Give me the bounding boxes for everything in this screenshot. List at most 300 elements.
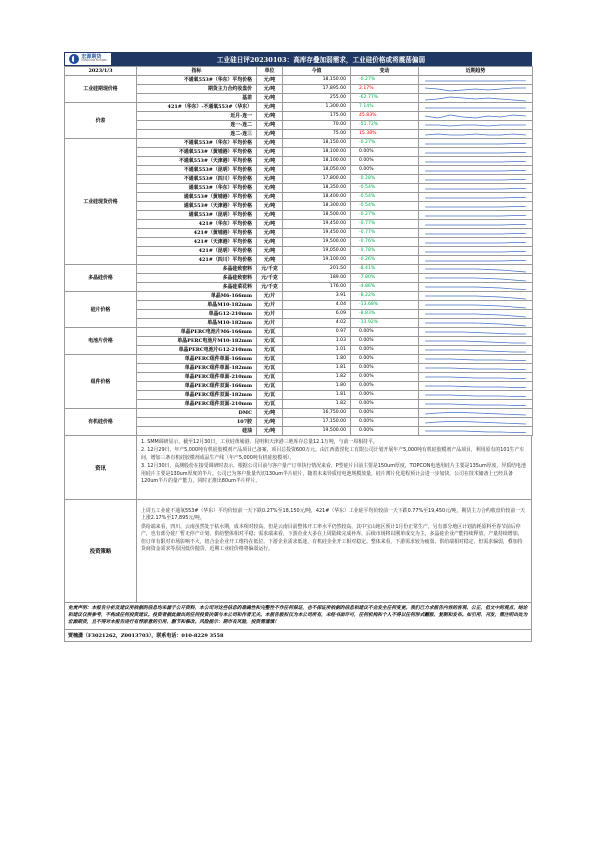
unit-cell: 元/吨 bbox=[257, 229, 283, 238]
unit-cell: 元/瓦 bbox=[257, 382, 283, 391]
indicator-cell: 单晶PERC组件双面-182mm bbox=[137, 391, 257, 400]
trend-sparkline bbox=[419, 121, 533, 130]
category-cell: 组件价格 bbox=[65, 355, 137, 409]
price-cell: 19,050.00 bbox=[283, 247, 351, 256]
advice-item: 上周五工业硅不通氧553#（华东）平均价较前一天下跌0.27%至18,150元/吨，421#（华东）工业硅平均价较前一天下跌0.77%至19,450元/吨，期货主力合约收盘价较前一天上涨2.17%至17,895元/吨。 bbox=[141, 508, 526, 522]
company-logo bbox=[65, 53, 111, 65]
price-cell: 189.00 bbox=[283, 274, 351, 283]
price-cell: 1,300.00 bbox=[283, 103, 351, 112]
trend-sparkline bbox=[419, 247, 533, 256]
table-row bbox=[65, 139, 533, 148]
unit-cell: 元/片 bbox=[257, 301, 283, 310]
trend-sparkline bbox=[419, 283, 533, 292]
trend-sparkline bbox=[419, 364, 533, 373]
logo-mark-icon bbox=[69, 54, 79, 64]
change-cell: -0.26% bbox=[351, 256, 419, 265]
unit-cell: 元/片 bbox=[257, 319, 283, 328]
change-cell: 0.00% bbox=[351, 328, 419, 337]
trend-sparkline bbox=[419, 274, 533, 283]
sparkline-line bbox=[425, 278, 526, 281]
unit-cell: 元/吨 bbox=[257, 220, 283, 229]
price-cell: 18,500.00 bbox=[283, 211, 351, 220]
change-cell: 0.00% bbox=[351, 382, 419, 391]
report-header bbox=[64, 52, 532, 66]
trend-sparkline bbox=[419, 220, 533, 229]
indicator-cell: 不通氧553#（昆明）平均价格 bbox=[137, 166, 257, 175]
trend-sparkline bbox=[419, 292, 533, 301]
change-cell: -0.54% bbox=[351, 193, 419, 202]
sparkline-svg bbox=[419, 148, 532, 156]
trend-sparkline bbox=[419, 373, 533, 382]
trend-sparkline bbox=[419, 229, 533, 238]
sparkline-line bbox=[425, 377, 526, 379]
unit-cell: 元/瓦 bbox=[257, 337, 283, 346]
trend-sparkline bbox=[419, 256, 533, 265]
sparkline-svg bbox=[419, 292, 532, 300]
price-cell: 1.81 bbox=[283, 364, 351, 373]
change-cell: -51.72% bbox=[351, 121, 419, 130]
news-item: 2. 12月29日，年产5,000吨有机硅胶模剂产品项目已备案，项目总投资600万元。由江西蓝滢化工有限公司计划开展年产5,000吨有机硅胶模剂产品项目，利用原有的101生产车间，增加三条有机硅胶模剂成品生产线（年产5,000吨有机硅胶模剂）。 bbox=[141, 447, 525, 461]
price-cell: 1.82 bbox=[283, 400, 351, 409]
indicator-cell: 不通氧553#（天津港）平均价格 bbox=[137, 157, 257, 166]
category-cell: 硅片价格 bbox=[65, 292, 137, 328]
sparkline-line bbox=[425, 134, 526, 135]
change-cell: -0.54% bbox=[351, 184, 419, 193]
sparkline-line bbox=[425, 115, 526, 118]
indicator-cell: 不通氧553#（黄埔港）平均价格 bbox=[137, 148, 257, 157]
change-cell: 15.38% bbox=[351, 130, 419, 139]
sparkline-line bbox=[425, 305, 526, 308]
unit-cell: 元/片 bbox=[257, 292, 283, 301]
sparkline-svg bbox=[419, 265, 532, 273]
indicator-cell: 107胶 bbox=[137, 418, 257, 427]
price-cell: 18,400.00 bbox=[283, 193, 351, 202]
price-cell: 0.97 bbox=[283, 328, 351, 337]
indicator-cell: 单晶M10-182mm bbox=[137, 301, 257, 310]
trend-sparkline bbox=[419, 130, 533, 139]
sparkline-line bbox=[425, 314, 526, 317]
price-cell: 1.03 bbox=[283, 337, 351, 346]
indicator-cell: 单晶PERC组件单面-166mm bbox=[137, 355, 257, 364]
price-cell: 18,300.00 bbox=[283, 202, 351, 211]
advice-item: 供给端来看，四川、云南虽然处于枯水期，成本相对较高，但是云南目前整体开工率水平仍然较高，其中宝山地区预计1月份正常生产，另有部分地区计划消耗原料至春节前后停产，也有部分硅厂暂无停产计划，供给整体相对平稳；需求端来看，下游企业大多在上周陆续完成补库，后续市场将以刚单成交为主，多晶硅企业产能持续释放，产量持续增加，但订单有限对市场影响不大，铝合金企业开工维持在低位，下游企业需求低迷，有机硅企业开工相对稳定。整体来看，下游需求较为疲弱，供给端相对稳定，但需求偏弱，叠加持货商资金需求等原因低价抛货，近期工业硅价格将偏弱运行。 bbox=[141, 523, 523, 553]
sparkline-svg bbox=[419, 418, 532, 426]
price-cell: 17,895.00 bbox=[283, 85, 351, 94]
change-cell: -0.76% bbox=[351, 238, 419, 247]
change-cell: 7.14% bbox=[351, 103, 419, 112]
price-cell: 1.81 bbox=[283, 391, 351, 400]
table-row bbox=[65, 103, 533, 112]
price-cell: 176.00 bbox=[283, 283, 351, 292]
change-cell: -0.77% bbox=[351, 229, 419, 238]
price-cell: 19,100.00 bbox=[283, 256, 351, 265]
trend-sparkline bbox=[419, 148, 533, 157]
unit-cell: 元/吨 bbox=[257, 256, 283, 265]
price-cell: 4.02 bbox=[283, 319, 351, 328]
sparkline-svg bbox=[419, 328, 532, 336]
date-header: 2023/1/3 bbox=[65, 67, 137, 76]
price-cell: 1.82 bbox=[283, 373, 351, 382]
indicator-cell: 通氧553#（黄埔港）平均价格 bbox=[137, 193, 257, 202]
indicator-cell: 单晶PERC电池片M6-166mm bbox=[137, 328, 257, 337]
table-row bbox=[65, 409, 533, 418]
sparkline-line bbox=[425, 332, 526, 334]
category-cell: 电池片价格 bbox=[65, 328, 137, 355]
trend-sparkline bbox=[419, 427, 533, 436]
change-cell: -0.27% bbox=[351, 139, 419, 148]
unit-cell: 元/瓦 bbox=[257, 355, 283, 364]
sparkline-svg bbox=[419, 391, 532, 399]
change-cell: 0.00% bbox=[351, 337, 419, 346]
trend-sparkline bbox=[419, 391, 533, 400]
indicator-cell: 硅油 bbox=[137, 427, 257, 436]
trend-sparkline bbox=[419, 112, 533, 121]
sparkline-svg bbox=[419, 76, 532, 84]
indicator-cell: 通氧553#（华东）平均价格 bbox=[137, 184, 257, 193]
sparkline-svg bbox=[419, 211, 532, 219]
price-cell: 1.80 bbox=[283, 355, 351, 364]
sparkline-svg bbox=[419, 229, 532, 237]
trend-sparkline bbox=[419, 328, 533, 337]
trend-sparkline bbox=[419, 202, 533, 211]
sparkline-svg bbox=[419, 310, 532, 318]
sparkline-svg bbox=[419, 256, 532, 264]
indicator-header: 指标 bbox=[137, 67, 257, 76]
sparkline-svg bbox=[419, 301, 532, 309]
unit-cell: 元/吨 bbox=[257, 85, 283, 94]
change-cell: 0.00% bbox=[351, 418, 419, 427]
change-cell: 0.00% bbox=[351, 427, 419, 436]
unit-cell: 元/吨 bbox=[257, 94, 283, 103]
change-cell: 0.00% bbox=[351, 157, 419, 166]
sparkline-svg bbox=[419, 337, 532, 345]
sparkline-line bbox=[425, 404, 526, 406]
change-cell: 0.00% bbox=[351, 400, 419, 409]
price-cell: 19,500.00 bbox=[283, 238, 351, 247]
change-cell: -8.41% bbox=[351, 265, 419, 274]
table-row bbox=[65, 355, 533, 364]
sparkline-svg bbox=[419, 85, 532, 93]
change-cell: -0.28% bbox=[351, 175, 419, 184]
sparkline-svg bbox=[419, 382, 532, 390]
change-cell: -0.77% bbox=[351, 220, 419, 229]
price-cell: 18,100.00 bbox=[283, 148, 351, 157]
unit-cell: 元/吨 bbox=[257, 409, 283, 418]
sparkline-line bbox=[425, 269, 526, 272]
indicator-cell: 基差 bbox=[137, 94, 257, 103]
indicator-cell: 单晶PERC组件单面-182mm bbox=[137, 364, 257, 373]
sparkline-svg bbox=[419, 139, 532, 147]
indicator-cell: 通氧553#（天津港）平均价格 bbox=[137, 202, 257, 211]
change-cell: 0.00% bbox=[351, 346, 419, 355]
trend-sparkline bbox=[419, 139, 533, 148]
price-cell: 18,150.00 bbox=[283, 139, 351, 148]
trend-sparkline bbox=[419, 103, 533, 112]
indicator-cell: 单晶M6-166mm bbox=[137, 292, 257, 301]
table-row bbox=[65, 76, 533, 85]
category-cell: 工业硅现货价格 bbox=[65, 139, 137, 265]
trend-sparkline bbox=[419, 346, 533, 355]
category-cell: 价差 bbox=[65, 103, 137, 139]
sparkline-svg bbox=[419, 409, 532, 417]
indicator-cell: 多晶硅致密料 bbox=[137, 265, 257, 274]
unit-cell: 元/吨 bbox=[257, 148, 283, 157]
sparkline-line bbox=[425, 431, 526, 433]
sparkline-svg bbox=[419, 184, 532, 192]
sparkline-svg bbox=[419, 166, 532, 174]
unit-cell: 元/吨 bbox=[257, 427, 283, 436]
news-label: 资讯 bbox=[65, 436, 137, 499]
sparkline-svg bbox=[419, 247, 532, 255]
unit-cell: 元/吨 bbox=[257, 130, 283, 139]
change-header: 变动 bbox=[351, 67, 419, 76]
category-cell: 工业硅期现价格 bbox=[65, 76, 137, 103]
unit-cell: 元/片 bbox=[257, 310, 283, 319]
trend-sparkline bbox=[419, 76, 533, 85]
sparkline-line bbox=[425, 97, 526, 101]
indicator-cell: 单晶PERC组件双面-210mm bbox=[137, 400, 257, 409]
unit-cell: 元/吨 bbox=[257, 166, 283, 175]
analyst-contact: 贾楠潇（F3021262，Z0013703），联系电话：010-8229 3558 bbox=[64, 630, 532, 642]
price-cell: 16,750.00 bbox=[283, 409, 351, 418]
trend-sparkline bbox=[419, 184, 533, 193]
price-cell: 175.00 bbox=[283, 112, 351, 121]
price-cell: 19,500.00 bbox=[283, 427, 351, 436]
unit-cell: 元/瓦 bbox=[257, 391, 283, 400]
price-cell: 75.00 bbox=[283, 130, 351, 139]
trend-sparkline bbox=[419, 418, 533, 427]
unit-cell: 元/瓦 bbox=[257, 373, 283, 382]
sparkline-svg bbox=[419, 283, 532, 291]
table-header-row bbox=[65, 67, 533, 76]
trend-sparkline bbox=[419, 337, 533, 346]
sparkline-line bbox=[425, 323, 526, 326]
indicator-cell: 近月-连一 bbox=[137, 112, 257, 121]
change-cell: -8.22% bbox=[351, 292, 419, 301]
price-cell: 1.01 bbox=[283, 346, 351, 355]
unit-cell: 元/瓦 bbox=[257, 400, 283, 409]
change-cell: -0.78% bbox=[351, 247, 419, 256]
advice-label: 投资策略 bbox=[65, 500, 137, 602]
sparkline-line bbox=[425, 368, 526, 370]
price-cell: 255.00 bbox=[283, 94, 351, 103]
trend-sparkline bbox=[419, 400, 533, 409]
trend-sparkline bbox=[419, 265, 533, 274]
change-cell: -0.27% bbox=[351, 211, 419, 220]
unit-cell: 元/吨 bbox=[257, 247, 283, 256]
indicator-cell: 多晶硅菜花料 bbox=[137, 283, 257, 292]
indicator-cell: 421#（四川）平均价格 bbox=[137, 256, 257, 265]
change-cell: -13.92% bbox=[351, 319, 419, 328]
sparkline-line bbox=[425, 341, 526, 343]
price-cell: 18,100.00 bbox=[283, 157, 351, 166]
sparkline-svg bbox=[419, 220, 532, 228]
price-cell: 18,150.00 bbox=[283, 76, 351, 85]
sparkline-line bbox=[425, 88, 526, 91]
trend-sparkline bbox=[419, 85, 533, 94]
unit-cell: 元/吨 bbox=[257, 238, 283, 247]
table-row bbox=[65, 328, 533, 337]
indicator-cell: 421#（华东）-不通氧553#（华东） bbox=[137, 103, 257, 112]
trend-sparkline bbox=[419, 301, 533, 310]
indicator-cell: 通氧553#（昆明）平均价格 bbox=[137, 211, 257, 220]
price-header: 今值 bbox=[283, 67, 351, 76]
indicator-cell: 单晶PERC电池片G12-210mm bbox=[137, 346, 257, 355]
change-cell: 45.83% bbox=[351, 112, 419, 121]
sparkline-svg bbox=[419, 175, 532, 183]
trend-sparkline bbox=[419, 157, 533, 166]
indicator-cell: 421#（华东）平均价格 bbox=[137, 220, 257, 229]
sparkline-svg bbox=[419, 112, 532, 120]
price-cell: 17,150.00 bbox=[283, 418, 351, 427]
unit-cell: 元/吨 bbox=[257, 202, 283, 211]
trend-sparkline bbox=[419, 319, 533, 328]
trend-header: 近期趋势 bbox=[419, 67, 533, 76]
sparkline-line bbox=[425, 350, 526, 352]
price-table bbox=[64, 66, 533, 436]
change-cell: -62.77% bbox=[351, 94, 419, 103]
indicator-cell: 单晶PERC组件双面-166mm bbox=[137, 382, 257, 391]
price-cell: 17,800.00 bbox=[283, 175, 351, 184]
sparkline-line bbox=[425, 422, 526, 425]
indicator-cell: 421#（昆明）平均价格 bbox=[137, 247, 257, 256]
sparkline-svg bbox=[419, 157, 532, 165]
unit-cell: 元/千克 bbox=[257, 274, 283, 283]
unit-cell: 元/吨 bbox=[257, 112, 283, 121]
trend-sparkline bbox=[419, 355, 533, 364]
unit-cell: 元/吨 bbox=[257, 103, 283, 112]
price-cell: 6.09 bbox=[283, 310, 351, 319]
sparkline-line bbox=[425, 395, 526, 397]
news-item: 3. 12月30日，高测股份在接受调研时表示，根据公司目前与客户量产订单执行情况来看，P型硅片目前主要是150um厚度，TOPCON电池用硅片主要是135um厚度，异质结电池用硅片主要是130um厚度的半片。公司已为客户批量代切130um半片硅片，随着未来异质结电池规模放量，硅片薄片化进程预计会进一步加快，公司在技术储备上已经具备120um半片的量产能力，同时正推出80um半片样片。 bbox=[141, 463, 526, 485]
sparkline-line bbox=[425, 386, 526, 388]
unit-cell: 元/吨 bbox=[257, 139, 283, 148]
change-cell: -0.27% bbox=[351, 76, 419, 85]
change-cell: 0.00% bbox=[351, 355, 419, 364]
indicator-cell: 连一-连二 bbox=[137, 121, 257, 130]
unit-cell: 元/瓦 bbox=[257, 364, 283, 373]
report-sheet bbox=[64, 52, 532, 642]
report-title: 工业硅日评20230103：高库存叠加弱需求，工业硅价格或将震荡偏弱 bbox=[111, 53, 531, 65]
price-cell: 19,450.00 bbox=[283, 220, 351, 229]
unit-cell: 元/吨 bbox=[257, 184, 283, 193]
indicator-cell: 不通氧553#（四川）平均价格 bbox=[137, 175, 257, 184]
unit-cell: 元/吨 bbox=[257, 121, 283, 130]
unit-cell: 元/千克 bbox=[257, 283, 283, 292]
indicator-cell: 单晶G12-210mm bbox=[137, 310, 257, 319]
sparkline-svg bbox=[419, 346, 532, 354]
price-cell: 70.00 bbox=[283, 121, 351, 130]
trend-sparkline bbox=[419, 238, 533, 247]
sparkline-svg bbox=[419, 103, 532, 111]
sparkline-svg bbox=[419, 202, 532, 210]
sparkline-line bbox=[425, 413, 526, 416]
unit-cell: 元/吨 bbox=[257, 157, 283, 166]
sparkline-line bbox=[425, 125, 526, 126]
trend-sparkline bbox=[419, 409, 533, 418]
indicator-cell: 421#（黄埔港）平均价格 bbox=[137, 229, 257, 238]
indicator-cell: 单晶M10-182mm bbox=[137, 319, 257, 328]
sparkline-svg bbox=[419, 364, 532, 372]
price-cell: 19,450.00 bbox=[283, 229, 351, 238]
sparkline-svg bbox=[419, 427, 532, 435]
disclaimer: 免责声明：本报告分析及建议所依据的信息均来源于公开资料，本公司对这些信息的准确性和完整性不作任何保证，也不保证所依据的信息和建议不会发生任何变更。我们已力求报告内容的客观、公正，但文中的观点、结论和建议仅供参考，不构成任何投资建议。投资者据此做出的任何投资决策与本公司和作者无关。本报告版权仅为本公司所有，未经书面许可，任何机构和个人不得以任何形式翻版、复制和发布。如引用、刊发，需注明出处为宏源期货，且不得对本报告进行有悖原意的引用、删节和修改。风险提示：期市有风险，投资需谨慎！ bbox=[64, 603, 532, 630]
change-cell: -13.68% bbox=[351, 301, 419, 310]
category-cell: 有机硅价格 bbox=[65, 409, 137, 436]
change-cell: -0.54% bbox=[351, 202, 419, 211]
sparkline-svg bbox=[419, 94, 532, 102]
indicator-cell: 单晶PERC电池片M10-182mm bbox=[137, 337, 257, 346]
indicator-cell: 多晶硅致密料 bbox=[137, 274, 257, 283]
unit-cell: 元/千克 bbox=[257, 265, 283, 274]
news-section bbox=[64, 436, 532, 500]
unit-cell: 元/吨 bbox=[257, 193, 283, 202]
trend-sparkline bbox=[419, 211, 533, 220]
sparkline-line bbox=[425, 359, 526, 361]
advice-section bbox=[64, 500, 532, 603]
trend-sparkline bbox=[419, 175, 533, 184]
table-row bbox=[65, 292, 533, 301]
sparkline-line bbox=[425, 287, 526, 290]
advice-body bbox=[137, 500, 531, 602]
trend-sparkline bbox=[419, 310, 533, 319]
sparkline-svg bbox=[419, 121, 532, 129]
change-cell: -8.83% bbox=[351, 310, 419, 319]
indicator-cell: 连二-连三 bbox=[137, 130, 257, 139]
sparkline-svg bbox=[419, 373, 532, 381]
change-cell: 0.00% bbox=[351, 166, 419, 175]
news-body bbox=[137, 436, 531, 499]
sparkline-svg bbox=[419, 319, 532, 327]
trend-sparkline bbox=[419, 382, 533, 391]
unit-cell: 元/吨 bbox=[257, 418, 283, 427]
sparkline-svg bbox=[419, 355, 532, 363]
sparkline-line bbox=[425, 296, 526, 299]
change-cell: -4.86% bbox=[351, 283, 419, 292]
sparkline-svg bbox=[419, 274, 532, 282]
indicator-cell: 421#（天津港）平均价格 bbox=[137, 238, 257, 247]
logo-name: 宏源期货 bbox=[81, 54, 102, 61]
logo-sub: HONGYUAN FUTURES bbox=[81, 59, 107, 63]
sparkline-svg bbox=[419, 238, 532, 246]
change-cell: 2.17% bbox=[351, 85, 419, 94]
unit-cell: 元/瓦 bbox=[257, 328, 283, 337]
price-cell: 4.04 bbox=[283, 301, 351, 310]
trend-sparkline bbox=[419, 166, 533, 175]
sparkline-svg bbox=[419, 130, 532, 138]
change-cell: 0.00% bbox=[351, 409, 419, 418]
indicator-cell: 期货主力合约收盘价 bbox=[137, 85, 257, 94]
indicator-cell: 不通氧553#（华东）平均价格 bbox=[137, 139, 257, 148]
price-cell: 18,350.00 bbox=[283, 184, 351, 193]
change-cell: 0.00% bbox=[351, 391, 419, 400]
sparkline-svg bbox=[419, 193, 532, 201]
unit-cell: 元/吨 bbox=[257, 76, 283, 85]
price-cell: 201.50 bbox=[283, 265, 351, 274]
price-cell: 18,050.00 bbox=[283, 166, 351, 175]
change-cell: 0.00% bbox=[351, 364, 419, 373]
change-cell: 0.00% bbox=[351, 373, 419, 382]
indicator-cell: DMC bbox=[137, 409, 257, 418]
change-cell: 0.00% bbox=[351, 148, 419, 157]
category-cell: 多晶硅价格 bbox=[65, 265, 137, 292]
unit-cell: 元/吨 bbox=[257, 211, 283, 220]
sparkline-svg bbox=[419, 400, 532, 408]
unit-header: 单位 bbox=[257, 67, 283, 76]
unit-cell: 元/瓦 bbox=[257, 346, 283, 355]
price-cell: 3.91 bbox=[283, 292, 351, 301]
table-row bbox=[65, 265, 533, 274]
